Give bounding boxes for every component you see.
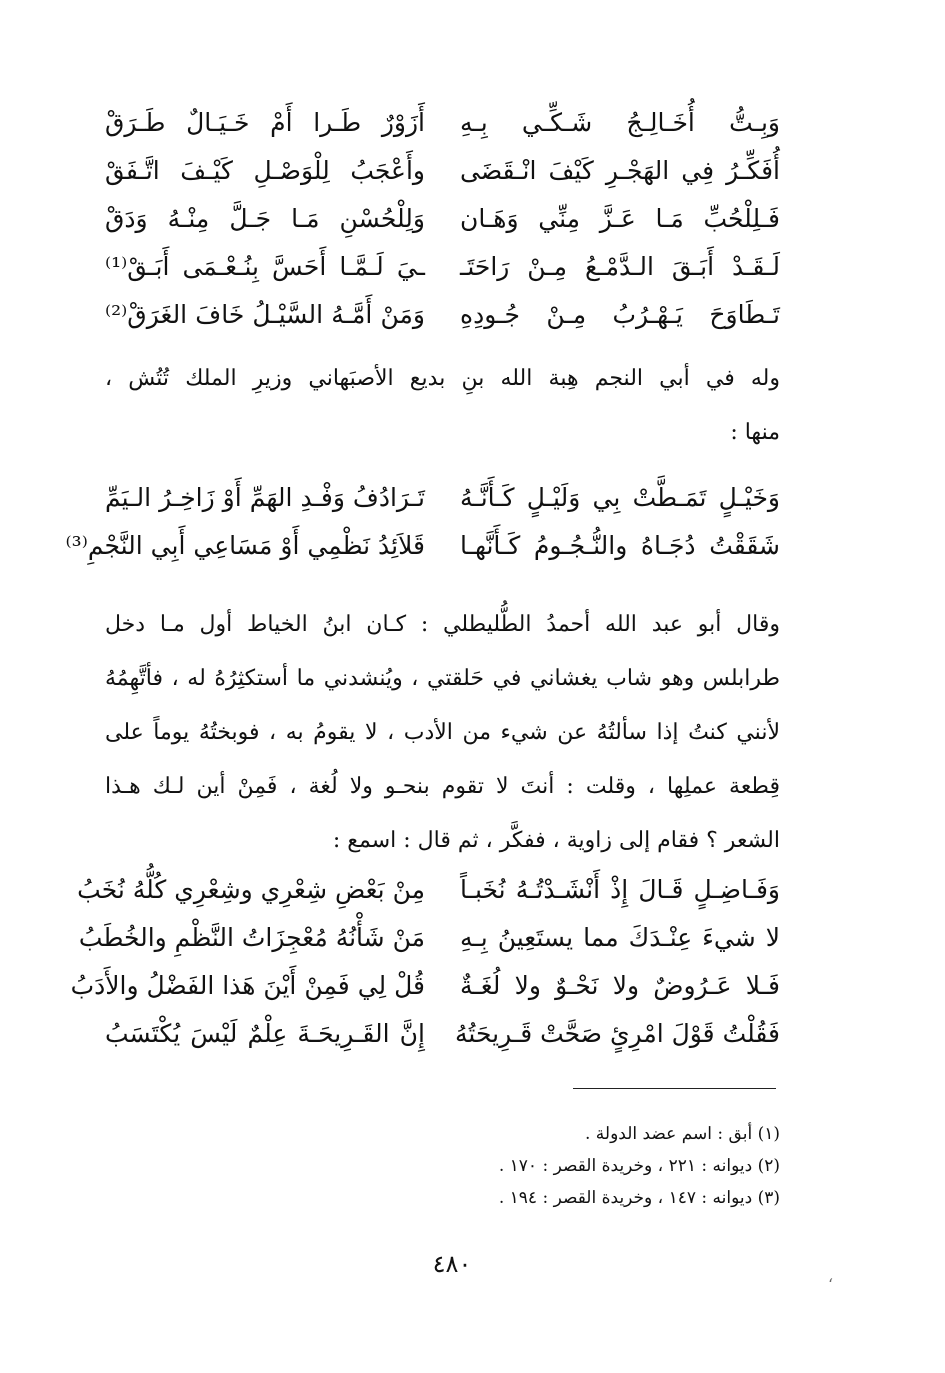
verse-first-hemistich: تَـطَاوَحَ يَـهْـرُبُ مِـنْ جُـودِهِ xyxy=(460,299,780,329)
prose-line: طرابلس وهو شاب يغشاني في حَلقتي ، ويُنشدني ما أستكثِرُهُ له ، فأتَّهِمُهُ xyxy=(105,666,780,691)
verse-line xyxy=(78,913,780,961)
prose-line: الشعر ؟ فقام إلى زاوية ، ففكَّر ، ثم قال : اسمع : xyxy=(332,828,780,853)
verse-line xyxy=(105,242,780,290)
verse-second-hemistich: وَلِلْحُسْنِ مَـا جَـلَّ مِنْـهُ وَدَقْ xyxy=(105,203,425,233)
verse-line xyxy=(77,865,780,913)
page-number: ٤٨٠ xyxy=(432,1250,472,1278)
verse-first-hemistich: شَقَقْتُ دُجَـاهُ والنُّـجُـومُ كَـأَنَّهـا xyxy=(460,530,780,560)
prose-line: لأنني كنتُ إذا سألتُهُ عن شيء من الأدب ، لا يقومُ به ، فوبختُهُ يوماً على xyxy=(105,720,780,745)
verse-first-hemistich: لَـقَـدْ أَبَـقَ الـدَّمْـعُ مِـنْ رَاحَتَـ xyxy=(460,251,780,281)
footnotes xyxy=(380,1118,780,1214)
verse-first-hemistich: فَـلِلْحُبِّ مَـا عَـزَّ مِنِّي وَهَـان xyxy=(460,203,780,233)
verse-second-hemistich: مَنْ شَأْنُهُ مُعْجِزَاتُ النَّظْمِ والخُطَبُ xyxy=(78,922,425,952)
footnote-item: (٣) ديوانه : ١٤٧ ، وخريدة القصر : ١٩٤ . xyxy=(498,1188,780,1208)
verse-line xyxy=(70,961,780,1009)
verse-second-hemistich: مِنْ بَعْضِ شِعْرِي وشِعْرِي كُلُّهُ نُخَبُ xyxy=(77,874,425,904)
verse-first-hemistich: فَـلا عَـرُوضٌ ولا نَحْـوٌ ولا لُغَـةٌ xyxy=(460,970,780,1000)
verse-second-hemistich: قَلاَئِدُ نَظْمِي أَوْ مَسَاعِي أَبِي النَّجْمِ⁽³⁾ xyxy=(65,530,425,560)
verse-line xyxy=(105,98,780,146)
verse-line xyxy=(105,194,780,242)
verse-second-hemistich: قُلْ لِي فَمِنْ أَيْنَ هَذا الفَضْلُ والأَدَبُ xyxy=(70,970,425,1000)
intro-paragraph xyxy=(105,352,780,460)
verse-line xyxy=(105,473,780,521)
verse-first-hemistich: لا شيءَ عِنْـدَكَ مما يستَعِينُ بِـهِ xyxy=(460,922,780,952)
verse-second-hemistich: ـيَ لَـمَّـا أَحَسَّ بِنُـعْـمَى أَبَـقْ⁽¹⁾ xyxy=(105,251,425,281)
verse-first-hemistich: وَفَـاضِـلٍ قَـالَ إِذْ أَنْشَـدْتُـهُ نُخَبـاً xyxy=(460,874,780,904)
prose-line: وقال أبو عبد الله أحمدُ الطُّليطلي : كـان ابنُ الخياط أول مـا دخل xyxy=(105,612,780,637)
verse-second-hemistich: تَـرَادُفُ وَفْـدِ الهَمِّ أَوْ زَاخِـرُ الـيَمِّ xyxy=(105,482,425,512)
verse-second-hemistich: وَمَنْ أَمَّـهُ السَّيْـلُ خَافَ الغَرَقْ⁽²⁾ xyxy=(105,299,425,329)
verse-first-hemistich: وَبِـتُّ أُخَـالِـجُ شَـكِّـي بِـهِ xyxy=(460,107,780,137)
verse-first-hemistich: وَخَيْـلٍ تَمَـطَّتْ بِي وَلَيْـلٍ كَـأَنَّـهُ xyxy=(460,482,780,512)
footnote-item: (٢) ديوانه : ٢٢١ ، وخريدة القصر : ١٧٠ . xyxy=(498,1156,780,1176)
prose-line: منها : xyxy=(730,420,780,445)
poem-3 xyxy=(70,865,780,1057)
verse-line xyxy=(105,290,780,338)
footnote-item: (١) أبق : اسم عضد الدولة . xyxy=(584,1124,780,1144)
verse-first-hemistich: أُفَكِّـرُ فِي الهَجْـرِ كَيْفَ انْـقَضَى xyxy=(460,155,780,185)
footnote-divider xyxy=(573,1088,776,1089)
poem-2 xyxy=(65,473,780,569)
verse-first-hemistich: فَقُلْتُ قَوْلَ امْرِئٍ صَحَّتْ قَـرِيحَتُهُ xyxy=(455,1018,780,1048)
narrative-paragraph xyxy=(105,598,780,868)
verse-line xyxy=(65,521,780,569)
poem-1 xyxy=(105,98,780,338)
corner-mark: ʻ xyxy=(828,1275,834,1294)
verse-line xyxy=(105,1009,780,1057)
verse-line xyxy=(105,146,780,194)
verse-second-hemistich: وأَعْجَبُ لِلْوَصْـلِ كَيْـفَ اتَّـفَقْ xyxy=(105,155,425,185)
verse-second-hemistich: إِنَّ القَـرِيحَـةَ عِلْمٌ لَيْسَ يُكْتَسَبُ xyxy=(105,1018,425,1048)
prose-line: قِطعة عملِها ، وقلت : أنتَ لا تقوم بنحـو ولا لُغة ، فَمِنْ أين لـك هـذا xyxy=(105,774,780,799)
prose-line: وله في أبي النجم هِبة الله بنِ بديع الأصبَهاني وزيرِ الملك تُتُش ، xyxy=(105,366,780,391)
verse-second-hemistich: أَزَوْرٌ طَـرا أَمْ خَـيَـالٌ طَـرَقْ xyxy=(105,107,425,137)
